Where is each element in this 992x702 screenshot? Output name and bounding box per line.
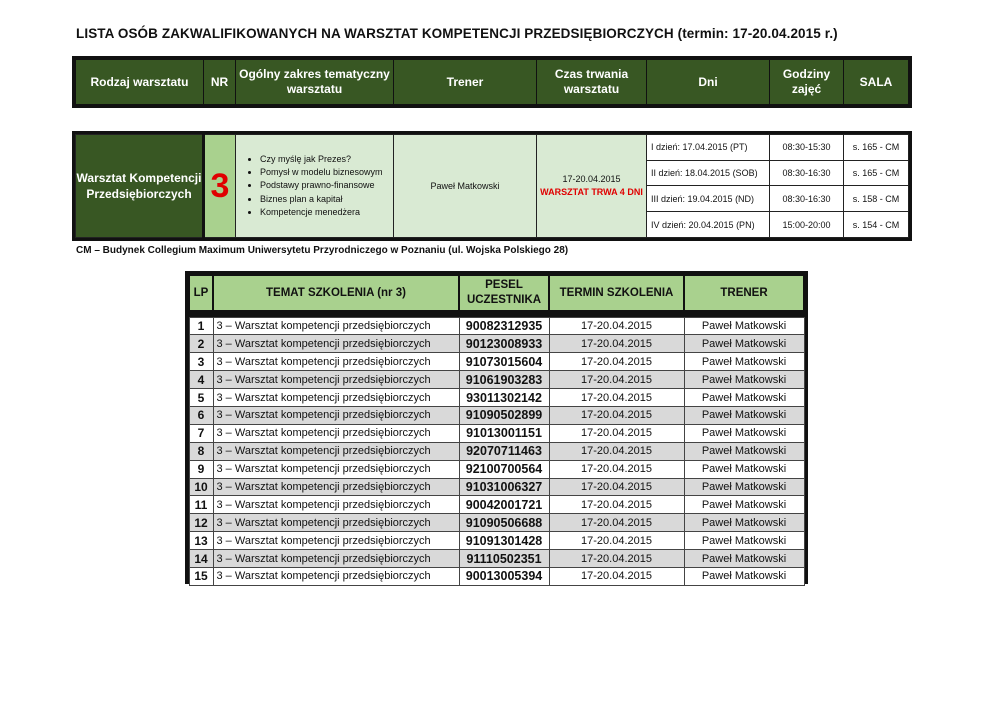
topic-cell: 3 – Warsztat kompetencji przedsiębiorczych <box>213 567 459 585</box>
col-temat: TEMAT SZKOLENIA (nr 3) <box>213 275 459 311</box>
topic-cell: 3 – Warsztat kompetencji przedsiębiorczych <box>213 371 459 389</box>
lp-cell: 7 <box>189 424 213 442</box>
topic-cell: 3 – Warsztat kompetencji przedsiębiorczych <box>213 460 459 478</box>
trainer-cell: Paweł Matkowski <box>684 353 804 371</box>
day-label: I dzień: 17.04.2015 (PT) <box>647 135 770 161</box>
table-row <box>189 514 804 532</box>
table-row <box>189 496 804 514</box>
term-cell: 17-20.04.2015 <box>549 335 684 353</box>
duration-note: WARSZTAT TRWA 4 DNI <box>540 187 643 197</box>
pesel-cell: 90013005394 <box>459 567 549 585</box>
term-cell: 17-20.04.2015 <box>549 442 684 460</box>
topic-item: • Kompetencje menedżera <box>260 206 393 219</box>
table-row <box>189 442 804 460</box>
pesel-cell: 91090502899 <box>459 406 549 424</box>
day-room: s. 165 - CM <box>844 135 909 161</box>
pesel-cell: 92070711463 <box>459 442 549 460</box>
topic-cell: 3 – Warsztat kompetencji przedsiębiorczych <box>213 532 459 550</box>
topic-cell: 3 – Warsztat kompetencji przedsiębiorczych <box>213 442 459 460</box>
table-row <box>189 532 804 550</box>
lp-cell: 9 <box>189 460 213 478</box>
topic-cell: 3 – Warsztat kompetencji przedsiębiorczych <box>213 317 459 335</box>
table-row <box>189 371 804 389</box>
term-cell: 17-20.04.2015 <box>549 424 684 442</box>
workshop-type: Warsztat Kompetencji Przedsiębiorczych <box>76 135 204 238</box>
header-trener: Trener <box>394 60 537 105</box>
workshop-duration <box>537 135 647 238</box>
day-hours: 08:30-15:30 <box>770 135 844 161</box>
term-cell: 17-20.04.2015 <box>549 371 684 389</box>
trainer-cell: Paweł Matkowski <box>684 514 804 532</box>
topic-cell: 3 – Warsztat kompetencji przedsiębiorczych <box>213 550 459 568</box>
col-pesel: PESEL UCZESTNIKA <box>459 275 549 311</box>
day-room: s. 158 - CM <box>844 186 909 212</box>
lp-cell: 8 <box>189 442 213 460</box>
table-row <box>189 567 804 585</box>
pesel-cell: 91031006327 <box>459 478 549 496</box>
workshop-details <box>72 131 912 241</box>
topic-item: • Podstawy prawno-finansowe <box>260 179 393 192</box>
term-cell: 17-20.04.2015 <box>549 514 684 532</box>
header-nr: NR <box>204 60 236 105</box>
pesel-cell: 91090506688 <box>459 514 549 532</box>
table-row <box>189 317 804 335</box>
table-row <box>189 389 804 407</box>
pesel-cell: 91013001151 <box>459 424 549 442</box>
workshop-header-bar <box>72 56 912 108</box>
location-note: CM – Budynek Collegium Maximum Uniwersytetu Przyrodniczego w Poznaniu (ul. Wojska Polskiego 28) <box>76 245 569 256</box>
table-row <box>189 406 804 424</box>
topic-item: • Czy myślę jak Prezes? <box>260 153 393 166</box>
pesel-cell: 91061903283 <box>459 371 549 389</box>
trainer-cell: Paweł Matkowski <box>684 550 804 568</box>
lp-cell: 2 <box>189 335 213 353</box>
lp-cell: 1 <box>189 317 213 335</box>
pesel-cell: 90082312935 <box>459 317 549 335</box>
trainer-cell: Paweł Matkowski <box>684 335 804 353</box>
lp-cell: 14 <box>189 550 213 568</box>
pesel-cell: 92100700564 <box>459 460 549 478</box>
lp-cell: 15 <box>189 567 213 585</box>
term-cell: 17-20.04.2015 <box>549 550 684 568</box>
col-termin: TERMIN SZKOLENIA <box>549 275 684 311</box>
table-row <box>189 478 804 496</box>
trainer-cell: Paweł Matkowski <box>684 317 804 335</box>
topic-cell: 3 – Warsztat kompetencji przedsiębiorczych <box>213 478 459 496</box>
participants-table <box>185 271 808 584</box>
pesel-cell: 91091301428 <box>459 532 549 550</box>
workshop-trainer: Paweł Matkowski <box>394 135 537 238</box>
term-cell: 17-20.04.2015 <box>549 532 684 550</box>
pesel-cell: 91073015604 <box>459 353 549 371</box>
lp-cell: 4 <box>189 371 213 389</box>
pesel-cell: 93011302142 <box>459 389 549 407</box>
table-row <box>189 424 804 442</box>
trainer-cell: Paweł Matkowski <box>684 496 804 514</box>
term-cell: 17-20.04.2015 <box>549 317 684 335</box>
pesel-cell: 90042001721 <box>459 496 549 514</box>
lp-cell: 6 <box>189 406 213 424</box>
topic-item: • Biznes plan a kapitał <box>260 193 393 206</box>
day-label: IV dzień: 20.04.2015 (PN) <box>647 212 770 238</box>
topic-cell: 3 – Warsztat kompetencji przedsiębiorczych <box>213 335 459 353</box>
topic-cell: 3 – Warsztat kompetencji przedsiębiorczych <box>213 496 459 514</box>
pesel-cell: 90123008933 <box>459 335 549 353</box>
col-trener: TRENER <box>684 275 804 311</box>
term-cell: 17-20.04.2015 <box>549 406 684 424</box>
header-sala: SALA <box>844 60 909 105</box>
day-label: III dzień: 19.04.2015 (ND) <box>647 186 770 212</box>
trainer-cell: Paweł Matkowski <box>684 424 804 442</box>
col-lp: LP <box>189 275 213 311</box>
lp-cell: 5 <box>189 389 213 407</box>
page-title: LISTA OSÓB ZAKWALIFIKOWANYCH NA WARSZTAT KOMPETENCJI PRZEDSIĘBIORCZYCH (termin: 17-20.04.2015 r.) <box>76 26 838 41</box>
term-cell: 17-20.04.2015 <box>549 389 684 407</box>
day-hours: 08:30-16:30 <box>770 186 844 212</box>
lp-cell: 13 <box>189 532 213 550</box>
table-row <box>189 353 804 371</box>
trainer-cell: Paweł Matkowski <box>684 389 804 407</box>
trainer-cell: Paweł Matkowski <box>684 442 804 460</box>
topic-cell: 3 – Warsztat kompetencji przedsiębiorczych <box>213 514 459 532</box>
table-row <box>189 335 804 353</box>
header-rodzaj: Rodzaj warsztatu <box>76 60 204 105</box>
trainer-cell: Paweł Matkowski <box>684 532 804 550</box>
trainer-cell: Paweł Matkowski <box>684 567 804 585</box>
topic-cell: 3 – Warsztat kompetencji przedsiębiorczych <box>213 406 459 424</box>
topic-cell: 3 – Warsztat kompetencji przedsiębiorczych <box>213 353 459 371</box>
duration-dates: 17-20.04.2015 <box>562 174 621 185</box>
workshop-topics <box>236 135 394 238</box>
term-cell: 17-20.04.2015 <box>549 353 684 371</box>
day-hours: 15:00-20:00 <box>770 212 844 238</box>
header-zakres: Ogólny zakres tematyczny warsztatu <box>236 60 394 105</box>
day-room: s. 154 - CM <box>844 212 909 238</box>
lp-cell: 3 <box>189 353 213 371</box>
trainer-cell: Paweł Matkowski <box>684 371 804 389</box>
term-cell: 17-20.04.2015 <box>549 478 684 496</box>
topic-cell: 3 – Warsztat kompetencji przedsiębiorczych <box>213 389 459 407</box>
day-room: s. 165 - CM <box>844 160 909 186</box>
header-czas: Czas trwania warsztatu <box>537 60 647 105</box>
term-cell: 17-20.04.2015 <box>549 567 684 585</box>
lp-cell: 11 <box>189 496 213 514</box>
trainer-cell: Paweł Matkowski <box>684 478 804 496</box>
topic-item: • Pomysł w modelu biznesowym <box>260 166 393 179</box>
table-row <box>189 460 804 478</box>
pesel-cell: 91110502351 <box>459 550 549 568</box>
day-label: II dzień: 18.04.2015 (SOB) <box>647 160 770 186</box>
table-row <box>189 550 804 568</box>
header-dni: Dni <box>647 60 770 105</box>
trainer-cell: Paweł Matkowski <box>684 460 804 478</box>
lp-cell: 12 <box>189 514 213 532</box>
topic-cell: 3 – Warsztat kompetencji przedsiębiorczych <box>213 424 459 442</box>
lp-cell: 10 <box>189 478 213 496</box>
day-hours: 08:30-16:30 <box>770 160 844 186</box>
term-cell: 17-20.04.2015 <box>549 460 684 478</box>
trainer-cell: Paweł Matkowski <box>684 406 804 424</box>
term-cell: 17-20.04.2015 <box>549 496 684 514</box>
header-godziny: Godziny zajęć <box>770 60 844 105</box>
workshop-number: 3 <box>204 135 236 238</box>
